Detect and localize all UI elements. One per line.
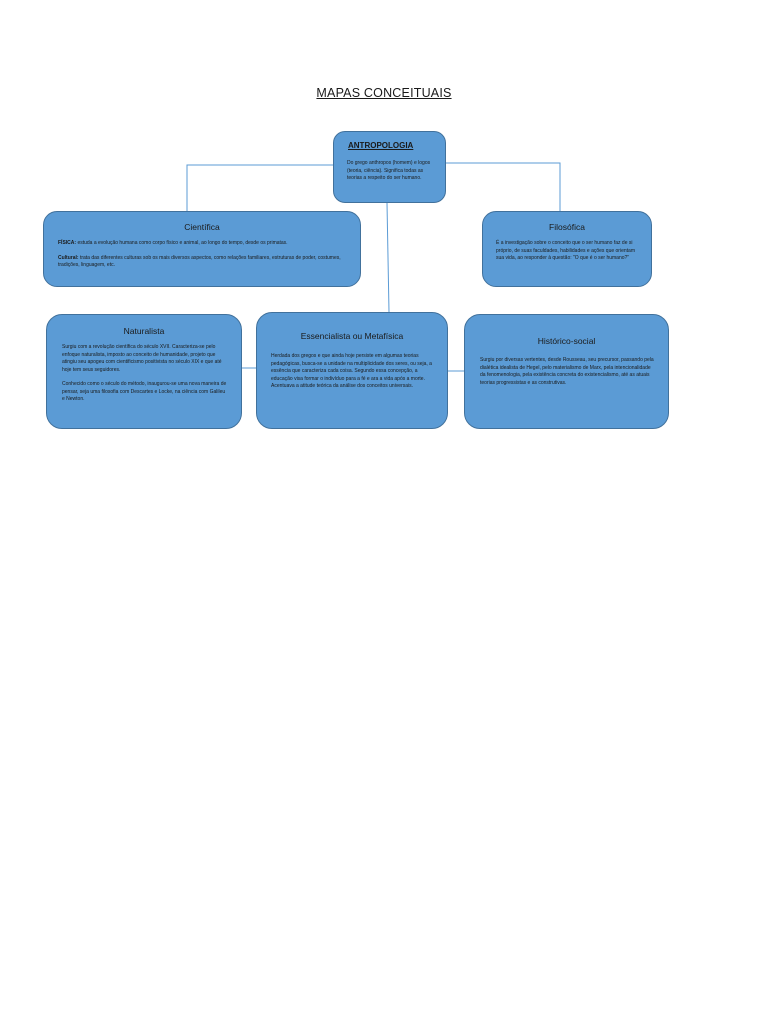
node-filosofica-text xyxy=(496,240,641,263)
connector-root-cientifica xyxy=(187,165,333,211)
fisica-label: FÍSICA: xyxy=(58,240,77,246)
node-filosofica-description: É a investigação sobre o conceito que o ser humano faz de si próprio, de suas faculdades, habilidades e ações que orientam sua vida, ao responder à questão: "O que é o ser humano?" xyxy=(496,240,635,261)
cultural-text: trata das diferentes culturas sob os mais diversos aspectos, como relações familiares, estruturas de poder, costumes, tradições, linguagem, etc. xyxy=(58,254,341,268)
node-cientifica-text xyxy=(58,240,350,270)
node-antropologia-description: Do grego anthropos (homem) e logos (teoria, ciência). Significa todas as teorias a respeito do ser humano. xyxy=(347,160,431,181)
node-naturalista-paragraph-1: Surgiu com a revolução científica do século XVII. Caracteriza-se pelo enfoque naturalista, imposto ao conceito de humanidade, projeto que atingiu seu apogeu com cientificismo positivista no século XIX e que até hoje tem seus seguidores. xyxy=(62,344,222,373)
cultural-label: Cultural: xyxy=(58,254,79,261)
node-essencialista-description: Herdada dos gregos e que ainda hoje persiste em algumas teorias pedagógicas, busca-se a unidade na multiplicidade dos seres, ou seja, a essência que caracteriza cada coisa. Segundo essa concepção, a educação visa formar o indivíduo para a fé e ara a vida após a morte. Acentuava a atitude teórica da análise dos conceitos universais. xyxy=(271,353,432,389)
node-historico-social-description: Surgiu por diversas vertentes, desde Rousseau, seu precursor, passando pela dialética idealista de Hegel, pelo materialismo de Marx, pela intencionalidade da fenomenologia, pela existência concreta do existencialismo, até as atuais teorias progressistas e as construtivas. xyxy=(480,357,654,386)
node-cientifica-cultural xyxy=(58,255,350,270)
node-naturalista-text xyxy=(62,344,227,404)
connector-root-filosofica xyxy=(446,163,560,211)
node-naturalista-title: Naturalista xyxy=(123,326,165,336)
connector-root-essencialista xyxy=(387,203,389,312)
fisica-text: estuda a evolução humana como corpo físico e animal, ao longo do tempo, desde os primatas. xyxy=(76,240,288,246)
node-essencialista xyxy=(256,312,448,429)
node-essencialista-title: Essencialista ou Metafísica xyxy=(300,331,404,341)
node-cientifica-title: Científica xyxy=(184,222,220,232)
node-historico-social-title: Histórico-social xyxy=(537,336,596,346)
node-cientifica-fisica xyxy=(58,240,350,248)
node-naturalista xyxy=(46,314,242,429)
node-filosofica-title: Filosófica xyxy=(549,222,585,232)
node-naturalista-paragraph-2: Conhecido como o século do método, inaugurou-se uma nova maneira de pensar, seja uma filosofia com Descartes e Locke, na ciência com Galileu e Newton. xyxy=(62,381,227,402)
node-historico-social xyxy=(464,314,669,429)
node-cientifica xyxy=(43,211,361,287)
node-historico-social-text xyxy=(480,357,654,387)
node-essencialista-text xyxy=(271,353,433,391)
node-antropologia xyxy=(333,131,446,203)
node-antropologia-title: ANTROPOLOGIA xyxy=(348,141,414,150)
node-antropologia-text xyxy=(347,160,439,183)
node-filosofica xyxy=(482,211,652,287)
page-title: MAPAS CONCEITUAIS xyxy=(316,86,452,100)
